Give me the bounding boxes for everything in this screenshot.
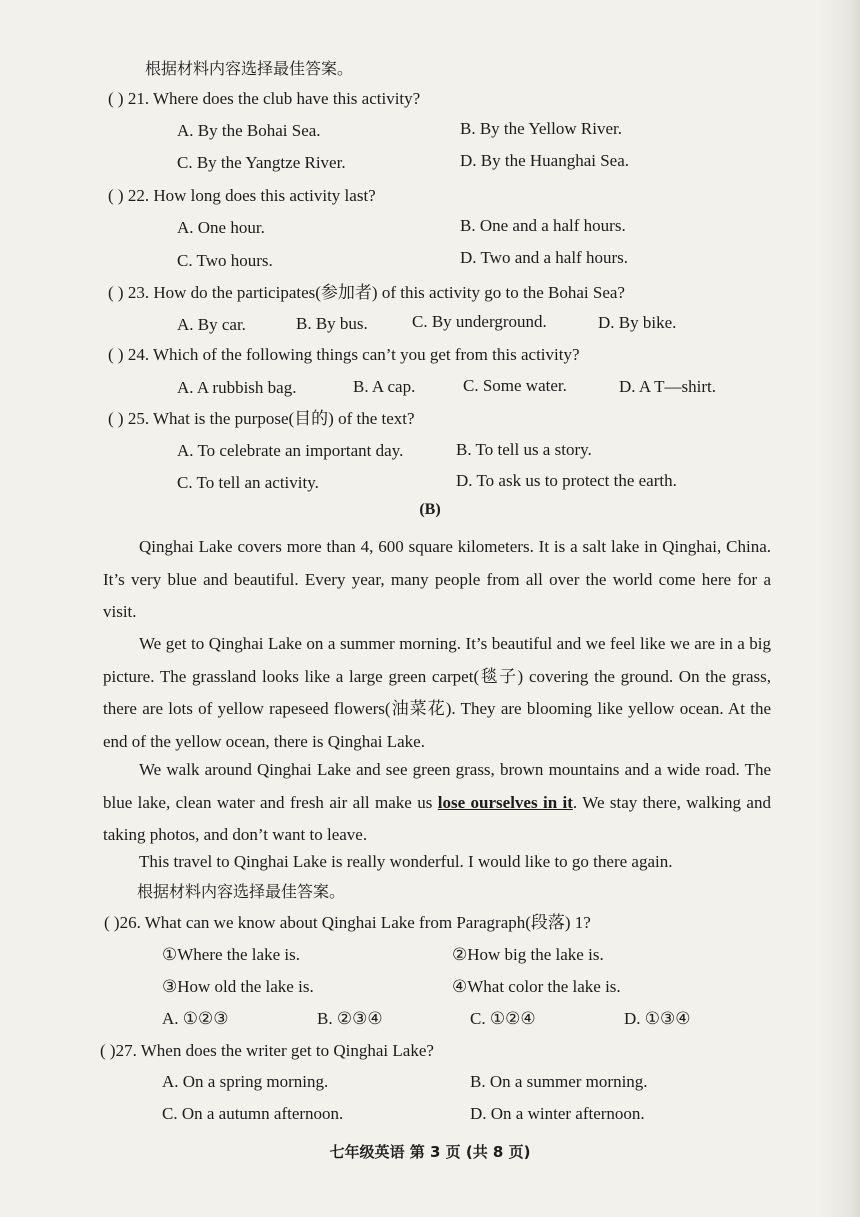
question-27-option-a: A. On a spring morning.	[162, 1072, 329, 1091]
question-26-option-c: C. ①②④	[470, 1009, 536, 1028]
question-24-option-c: C. Some water.	[463, 376, 567, 395]
question-24-option-a: A. A rubbish bag.	[177, 378, 297, 397]
question-24-option-b: B. A cap.	[353, 377, 416, 396]
question-25-option-b: B. To tell us a story.	[456, 440, 592, 459]
passage-b-paragraph-3	[103, 754, 771, 852]
question-25-option-c: C. To tell an activity.	[177, 473, 319, 492]
question-21-option-d: D. By the Huanghai Sea.	[460, 151, 630, 170]
question-22-stem: ( ) 22. How long does this activity last?	[108, 186, 376, 205]
question-23-stem: ( ) 23. How do the participates(参加者) of this activity go to the Bohai Sea?	[108, 283, 625, 302]
question-22-option-d: D. Two and a half hours.	[460, 248, 628, 267]
question-26-item-2: ②How big the lake is.	[452, 945, 604, 964]
passage-b-paragraph-3-text-end: . We stay there, walking and taking photos, and don’t want to leave.	[103, 792, 771, 844]
question-22-option-b: B. One and a half hours.	[460, 216, 626, 235]
question-26-option-a: A. ①②③	[162, 1009, 229, 1028]
question-23-option-c: C. By underground.	[412, 312, 547, 331]
question-21-option-a: A. By the Bohai Sea.	[177, 121, 321, 140]
instruction-a: 根据材料内容选择最佳答案。	[145, 59, 354, 78]
question-26-item-1: ①Where the lake is.	[162, 945, 300, 964]
passage-b-paragraph-1	[103, 531, 771, 629]
question-26-option-b: B. ②③④	[317, 1009, 383, 1028]
question-22-option-a: A. One hour.	[177, 218, 265, 237]
question-25-stem: ( ) 25. What is the purpose(目的) of the text?	[108, 409, 415, 428]
scan-edge-shadow	[820, 0, 860, 1217]
question-21-stem: ( ) 21. Where does the club have this activity?	[108, 89, 421, 108]
question-23-option-a: A. By car.	[177, 315, 246, 334]
question-25-option-a: A. To celebrate an important day.	[177, 441, 404, 460]
question-27-option-d: D. On a winter afternoon.	[470, 1104, 645, 1123]
question-27-stem: ( )27. When does the writer get to Qinghai Lake?	[100, 1041, 434, 1060]
passage-b-paragraph-1-text: Qinghai Lake covers more than 4, 600 square kilometers. It is a salt lake in Qinghai, China. It’s very blue and beautiful. Every year, many people from all over the world come here for a visit.	[103, 537, 771, 621]
question-21-option-c: C. By the Yangtze River.	[177, 153, 346, 172]
question-21-option-b: B. By the Yellow River.	[460, 119, 622, 138]
question-24-stem: ( ) 24. Which of the following things can’t you get from this activity?	[108, 345, 580, 364]
question-22-option-c: C. Two hours.	[177, 251, 273, 270]
question-26-option-d: D. ①③④	[624, 1009, 691, 1028]
question-26-item-4: ④What color the lake is.	[452, 977, 621, 996]
question-24-option-d: D. A T—shirt.	[619, 377, 716, 396]
question-23-option-d: D. By bike.	[598, 313, 677, 332]
question-26-stem: ( )26. What can we know about Qinghai Lake from Paragraph(段落) 1?	[104, 913, 591, 932]
question-27-option-b: B. On a summer morning.	[470, 1072, 648, 1091]
question-25-option-d: D. To ask us to protect the earth.	[456, 471, 677, 490]
passage-b-paragraph-2	[103, 628, 771, 758]
question-27-option-c: C. On a autumn afternoon.	[162, 1104, 344, 1123]
passage-b-paragraph-4-text: This travel to Qinghai Lake is really wonderful. I would like to go there again.	[139, 852, 673, 871]
question-23-option-b: B. By bus.	[296, 314, 368, 333]
page-footer: 七年级英语 第 3 页 (共 8 页)	[329, 1143, 531, 1161]
passage-b-paragraph-3-text: We walk around Qinghai Lake and see green grass, brown mountains and a wide road. The blue lake, clean water and fresh air all make us	[103, 760, 771, 812]
question-26-item-3: ③How old the lake is.	[162, 977, 314, 996]
passage-b-paragraph-2-text: We get to Qinghai Lake on a summer morning. It’s beautiful and we feel like we are in a big picture. The grassland looks like a large green carpet(毯子) covering the ground. On the grass, there are lots of yellow rapeseed flowers(油菜花). They are blooming like yellow ocean. At the end of the yellow ocean, there is Qinghai Lake.	[103, 634, 771, 751]
passage-b-paragraph-4	[103, 846, 771, 879]
section-b-title: (B)	[419, 501, 441, 518]
instruction-b: 根据材料内容选择最佳答案。	[137, 882, 346, 901]
underlined-phrase: lose ourselves in it	[437, 792, 573, 812]
